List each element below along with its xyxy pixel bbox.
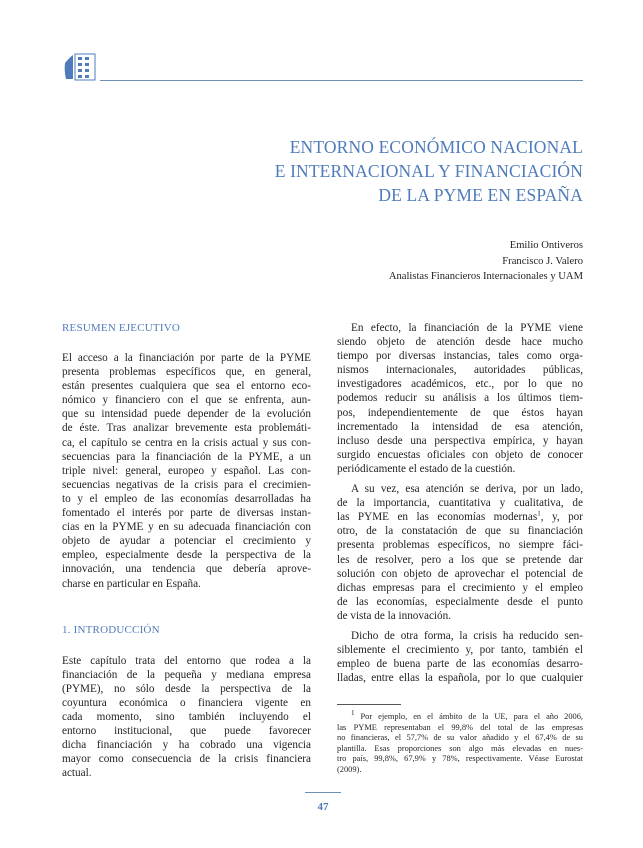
footnote-rule — [337, 704, 401, 705]
text-line: coyuntura económica o financiera vigente en — [62, 696, 311, 709]
publisher-logo-icon — [63, 51, 97, 83]
text-line: incrementado la intensidad de esa atención, — [337, 420, 583, 433]
text-line: otro, de la constatación de que su financiación — [337, 525, 583, 538]
text-line: triple nivel: general, europeo y español. Las con- — [62, 464, 311, 477]
text-line: dicha financiación y ha cobrado una vigencia — [62, 739, 311, 752]
text-line: empleo, especialmente desde la perspectiva de la — [62, 549, 311, 562]
footnote — [337, 709, 583, 776]
author-name: Emilio Ontiveros — [509, 240, 583, 251]
text-line: (PYME), no sólo desde la perspectiva de la — [62, 682, 311, 695]
section-heading-resumen: RESUMEN EJECUTIVO — [62, 322, 180, 334]
title-line: E INTERNACIONAL Y FINANCIACIÓN — [274, 161, 583, 181]
footnote-line — [337, 709, 583, 723]
author-affiliation: Analistas Financieros Internacionales y UAM — [388, 271, 583, 282]
title-line: DE LA PYME EN ESPAÑA — [378, 185, 583, 205]
text-line: A su vez, esa atención se deriva, por un lado, — [351, 483, 583, 496]
footnote-line: plantilla. Esas proporciones son algo más elevadas en nues- — [337, 743, 583, 753]
text-fragment: Por ejemplo, en el ámbito de la UE, para el año 2006, — [360, 712, 583, 721]
text-line: siblemente el crecimiento y, por tanto, también el — [337, 644, 583, 657]
text-line: actual. — [62, 767, 92, 780]
text-fragment: , y, por — [540, 511, 583, 524]
text-line: Este capítulo trata del entorno que rodea a la — [62, 654, 311, 667]
text-line: nismos internacionales, autoridades públicas, — [337, 364, 583, 377]
text-line: Dicho de otra forma, la crisis ha reducido sen- — [351, 629, 583, 642]
text-line: presenta problemas específicos, no siempre fáci- — [337, 539, 583, 552]
text-line: secuencias para la financiación de la PYME, a un — [62, 450, 311, 463]
right-column — [337, 321, 583, 685]
text-line: solución con objeto de aprovechar el potencial de — [337, 567, 583, 580]
title-line: ENTORNO ECONÓMICO NACIONAL — [289, 137, 583, 157]
introduccion-paragraph — [62, 654, 311, 781]
text-line: dichas empresas para el crecimiento y el empleo — [337, 581, 583, 594]
text-line: innovación, una tendencia que debería aprove- — [62, 563, 311, 576]
text-line: periódicamente el estado de la cuestión. — [337, 462, 516, 475]
text-line: pos, independientemente de que éstos hayan — [337, 406, 583, 419]
text-line: financiación de la pequeña y mediana empresa — [62, 668, 311, 681]
text-line-with-note — [337, 510, 583, 524]
author-name: Francisco J. Valero — [502, 255, 583, 267]
footnote-line: tro país, 99,8%, 67,9% y 78%, respectivamente. Véase Eurostat — [337, 754, 583, 764]
text-line: de las economías, especialmente desde el punto — [337, 595, 583, 608]
section-heading-introduccion: 1. INTRODUCCIÓN — [62, 623, 160, 636]
text-line: que su intensidad puede depender de la evolución — [62, 408, 311, 421]
text-line: ca, el capítulo se centra en la crisis actual y sus con- — [62, 436, 311, 449]
text-line: to y el empleo de las economías desarrolladas ha — [62, 492, 311, 505]
footnote-line: las PYME representaban el 99,8% del total de las empresas — [337, 722, 583, 732]
chapter-title — [150, 135, 583, 207]
text-line: de la importancia, cuantitativa y cualitativa, de — [337, 497, 583, 510]
text-line: nómico y financiero con el que se enfrenta, aun- — [62, 394, 311, 407]
text-line: de éste. Tras analizar brevemente esta problemáti- — [62, 422, 311, 435]
text-line: cada momento, sino también incluyendo el — [62, 710, 311, 723]
text-line: tiempo por diversas instancias, tales como orga- — [337, 350, 583, 363]
footnote-line: no financieras, el 57,7% de su valor añadido y el 67,4% de su — [337, 733, 583, 743]
text-line: objeto de ayudar a potenciar el crecimiento y — [62, 535, 311, 548]
header-rule — [100, 80, 583, 81]
text-line: incluso desde una perspectiva empírica, y hayan — [337, 434, 583, 447]
text-line: empleo de buena parte de las economías desarro- — [337, 658, 583, 671]
text-line: les de resolver, pero a los que se pretende dar — [337, 553, 583, 566]
footnote-marker: 1 — [351, 709, 355, 718]
text-line: surgido encuestas oficiales con objeto de conocer — [337, 448, 583, 461]
text-line: están presentes cualquiera que sea el entorno eco- — [62, 380, 311, 393]
resumen-paragraph — [62, 351, 311, 591]
text-line: secuencias negativas de la crisis para el crecimien- — [62, 478, 311, 491]
text-fragment: las PYME en las economías modernas — [337, 511, 538, 524]
text-line: podemos reducir su análisis a los últimos tiem- — [337, 392, 583, 405]
page-number-rule — [305, 792, 341, 793]
text-line: mayor como consecuencia de la crisis financiera — [62, 753, 311, 766]
text-line: En efecto, la financiación de la PYME viene — [351, 322, 583, 334]
left-column — [62, 321, 311, 780]
text-line: investigadores académicos, etc., por lo que no — [337, 378, 583, 391]
footnote-line: (2009). — [337, 764, 362, 774]
text-line: fomentado el interés por parte de diversas instan- — [62, 507, 311, 520]
text-line: presenta problemas específicos que, en general, — [62, 366, 311, 379]
text-line: cias en la PYME y en su adecuada financiación con — [62, 521, 311, 534]
text-line: charse en particular en España. — [62, 577, 201, 590]
body-paragraph — [337, 629, 583, 685]
body-paragraph — [337, 482, 583, 623]
page-number: 47 — [317, 801, 329, 813]
author-block — [300, 238, 583, 285]
text-line: de vista de la innovación. — [337, 609, 452, 622]
text-line: entorno institucional, que puede favorecer — [62, 725, 311, 738]
footnote-ref[interactable]: 1 — [537, 509, 541, 518]
text-line: siendo objeto de atención desde hace mucho — [337, 336, 583, 349]
body-paragraph — [337, 321, 583, 476]
text-line: El acceso a la financiación por parte de la PYME — [62, 352, 311, 364]
text-line: lladas, entre ellas la española, por lo que cualquier — [337, 672, 583, 685]
